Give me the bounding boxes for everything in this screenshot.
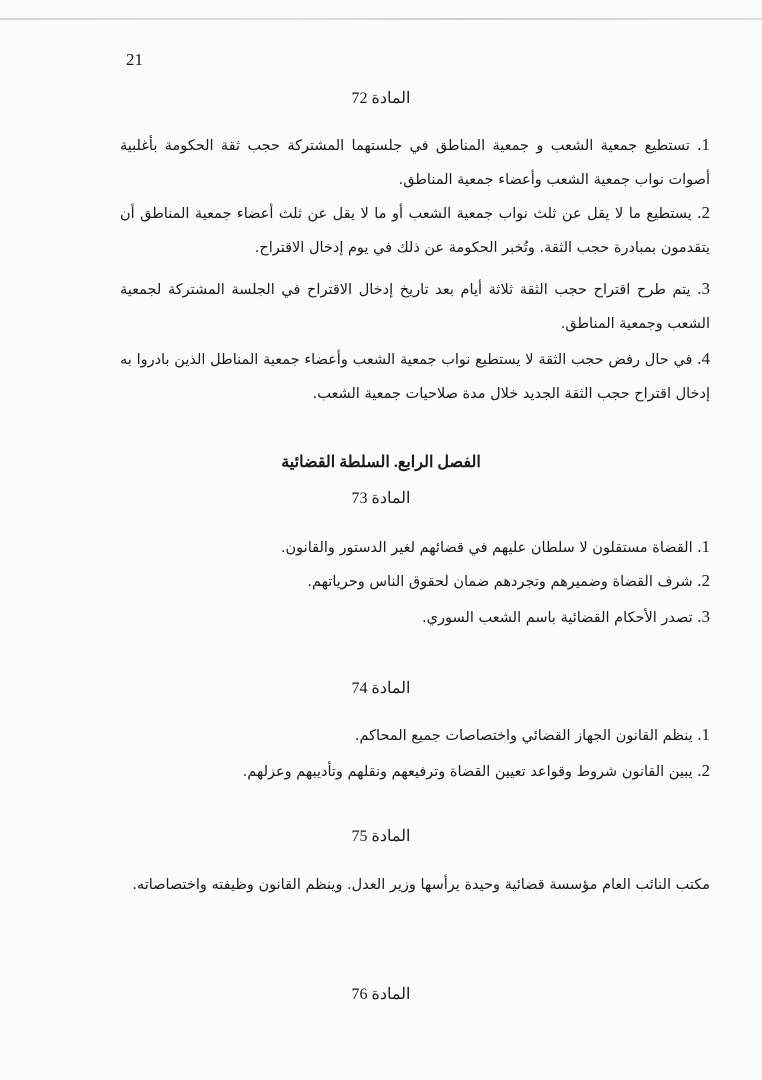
item-number: 2.: [697, 571, 710, 590]
article-72-item-1: [120, 128, 710, 197]
article-73-title: المادة 73: [351, 490, 411, 507]
chapter-4-title: الفصل الرابع. السلطة القضائية: [281, 454, 481, 471]
article-74-item-2: [120, 754, 710, 789]
article-72-title: المادة 72: [351, 90, 411, 107]
item-text: يستطيع ما لا يقل عن ثلث نواب جمعية الشعب أو ما لا يقل عن ثلث أعضاء جمعية المناطق أن يتقدمون بمبادرة حجب الثقة. وتُخبر الحكومة عن ذلك في يوم إدخال الاقتراح.: [120, 206, 710, 256]
item-text: في حال رفض حجب الثقة لا يستطيع نواب جمعية الشعب وأعضاء جمعية المناطل الذين بادروا به إدخال اقتراح حجب الثقة الجديد خلال مدة صلاحيات جمعية الشعب.: [120, 352, 710, 402]
item-text: القضاة مستقلون لا سلطان عليهم في قضائهم لغير الدستور والقانون.: [280, 540, 693, 556]
item-number: 1.: [697, 537, 710, 556]
item-number: 1.: [697, 725, 710, 744]
item-text: ينظم القانون الجهاز القضائي واختصاصات جميع المحاكم.: [354, 728, 693, 744]
scan-edge: [0, 18, 762, 20]
item-text: تستطيع جمعية الشعب و جمعية المناطق في جلستهما المشتركة حجب ثقة الحكومة بأغلبية أصوات نواب جمعية الشعب وأعضاء جمعية المناطق.: [120, 138, 710, 188]
item-number: 3.: [697, 279, 710, 298]
article-74-item-1: [120, 718, 710, 753]
item-text: تصدر الأحكام القضائية باسم الشعب السوري.: [422, 610, 693, 626]
item-number: 4.: [697, 349, 711, 368]
item-text: يتم طرح اقتراح حجب الثقة ثلاثة أيام بعد تاريخ إدخال الاقتراح في الجلسة المشتركة لجمعية الشعب وجمعية المناطق.: [120, 282, 710, 332]
page-number: 21: [126, 50, 143, 69]
article-72-item-2: [120, 196, 710, 265]
item-text: شرف القضاة وضميرهم وتجردهم ضمان لحقوق الناس وحرياتهم.: [307, 574, 693, 590]
item-text: يبين القانون شروط وقواعد تعيين القضاة وترفيعهم ونقلهم وتأديبهم وعزلهم.: [242, 764, 693, 780]
article-73-item-2: [120, 564, 710, 599]
article-75-text: مكتب النائب العام مؤسسة قضائية وحيدة يرأسها وزير العدل. وينظم القانون وظيفته واختصاصاته.: [132, 877, 710, 893]
article-72-item-3: [120, 272, 710, 341]
item-number: 2.: [697, 761, 710, 780]
article-73-item-1: [120, 530, 710, 565]
article-72-item-4: [120, 342, 710, 411]
article-74-title: المادة 74: [351, 680, 411, 697]
article-73-item-3: [120, 600, 710, 635]
item-number: 1.: [697, 135, 711, 154]
article-76-title: المادة 76: [351, 986, 411, 1003]
article-75-title: المادة 75: [351, 828, 411, 845]
item-number: 3.: [697, 607, 710, 626]
item-number: 2.: [697, 203, 711, 222]
